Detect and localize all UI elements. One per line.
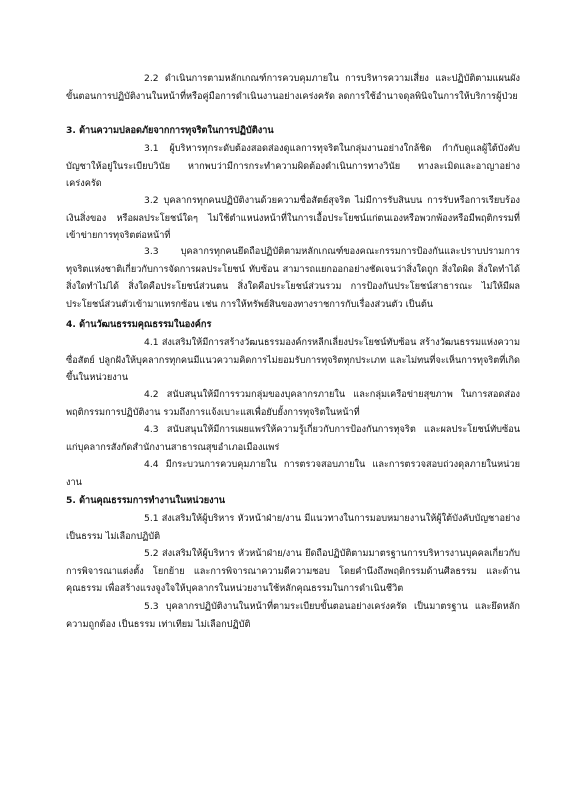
paragraph-text: 2.2 ดำเนินการตามหลักเกณฑ์การควบคุมภายใน การบริหารความเสี่ยง และปฏิบัติตามแผนผังขั้นตอนการปฏิบัติงานในหน้าที่หรือคู่มือการดำเนินงานอย่างเคร่งครัด ลดการใช้อำนาจดุลพินิจในการให้บริการผู้ป่วย bbox=[66, 73, 520, 102]
heading-section-3: 3. ด้านความปลอดภัยจากการทุจริตในการปฏิบัติงาน bbox=[66, 125, 274, 136]
paragraph-5-1 bbox=[66, 510, 520, 545]
paragraph-text: 3.2 บุคลากรทุกคนปฏิบัติงานด้วยความซื่อสัตย์สุจริต ไม่มีการรับสินบน การรับหรือการเรียบร้องเงินสิ่งของ หรือผลประโยชน์ใดๆ ไม่ใช้ตำแหน่งหน้าที่ในการเอื้อประโยชน์แก่ตนเองหรือพวกพ้องหรือมีพฤติกรรมที่เข้าข่ายการทุจริตต่อหน้าที่ bbox=[66, 195, 520, 242]
heading-section-5: 5. ด้านคุณธรรมการทำงานในหน่วยงาน bbox=[66, 495, 226, 506]
paragraph-text: 3.3 บุคลากรทุกคนยึดถือปฏิบัติตามหลักเกณฑ์ของคณะกรรมการป้องกันและปราบปรามการทุจริตแห่งชาติเกี่ยวกับการจัดการผลประโยชน์ ทับซ้อน สามารถแยกออกอย่างชัดเจนว่าสิ่งใดถูก สิ่งใดผิด สิ่งใดทำได้ สิ่งใดทำไม่ได้ สิ่งใดคือประโยชน์ส่วนตน สิ่งใดคือประโยชน์ส่วนรวม การป้องกันประโยชน์สาธารณะ ไม่ให้มีผลประโยชน์ส่วนตัวเข้ามาแทรกซ้อน เช่น การให้ทรัพย์สินของทางราชการกับเรื่องส่วนตัว เป็นต้น bbox=[66, 246, 520, 310]
paragraph-text: 5.3 บุคลากรปฏิบัติงานในหน้าที่ตามระเบียบขั้นตอนอย่างเคร่งครัด เป็นมาตรฐาน และยึดหลักความถูกต้อง เป็นธรรม เท่าเทียม ไม่เลือกปฏิบัติ bbox=[66, 601, 520, 630]
paragraph-text: 4.2 สนับสนุนให้มีการรวมกลุ่มของบุคลากรภายใน และกลุ่มเครือข่ายสุขภาพ ในการสอดส่องพฤติกรรมการปฏิบัติงาน รวมถึงการแจ้งเบาะแสเพื่อยับยั้งการทุจริตในหน้าที่ bbox=[66, 389, 520, 418]
paragraph-4-1 bbox=[66, 334, 520, 387]
paragraph-4-2 bbox=[66, 386, 520, 421]
paragraph-2-2 bbox=[66, 70, 520, 105]
paragraph-3-2 bbox=[66, 192, 520, 245]
paragraph-5-2 bbox=[66, 545, 520, 598]
paragraph-4-3 bbox=[66, 421, 520, 456]
paragraph-text: 4.1 ส่งเสริมให้มีการสร้างวัฒนธรรมองค์กรหลีกเลี่ยงประโยชน์ทับซ้อน สร้างวัฒนธรรมแห่งความซื่อสัตย์ ปลูกฝังให้บุคลากรทุกคนมีแนวความคิดการไม่ยอมรับการทุจริตทุกประเภท และไม่ทนที่จะเห็นการทุจริตที่เกิดขึ้นในหน่วยงาน bbox=[66, 337, 520, 384]
paragraph-5-3 bbox=[66, 598, 520, 633]
paragraph-text: 5.2 ส่งเสริมให้ผู้บริหาร หัวหน้าฝ่าย/งาน ยึดถือปฏิบัติตามมาตรฐานการบริหารงานบุคคลเกี่ยวกับการพิจารณาแต่งตั้ง โยกย้าย และการพิจารณาความดีความชอบ โดยคำนึงถึงพฤติกรรมด้านศีลธรรม และด้านคุณธรรม เพื่อสร้างแรงจูงใจให้บุคลากรในหน่วยงานใช้หลักคุณธรรมในการดำเนินชีวิต bbox=[66, 548, 520, 595]
paragraph-3-3 bbox=[66, 243, 520, 313]
paragraph-text: 4.3 สนับสนุนให้มีการเผยแพร่ให้ความรู้เกี่ยวกับการป้องกันการทุจริต และผลประโยชน์ทับซ้อนแก่บุคลากรสังกัดสำนักงานสาธารณสุขอำเภอเมืองแพร่ bbox=[66, 424, 520, 453]
paragraph-3-1 bbox=[66, 140, 520, 193]
paragraph-text: 4.4 มีกระบวนการควบคุมภายใน การตรวจสอบภายใน และการตรวจสอบถ่วงดุลภายในหน่วยงาน bbox=[66, 459, 520, 488]
paragraph-4-4 bbox=[66, 456, 520, 491]
heading-section-4: 4. ด้านวัฒนธรรมคุณธรรมในองค์กร bbox=[66, 319, 212, 330]
paragraph-text: 5.1 ส่งเสริมให้ผู้บริหาร หัวหน้าฝ่าย/งาน มีแนวทางในการมอบหมายงานให้ผู้ใต้บังคับบัญชาอย่างเป็นธรรม ไม่เลือกปฏิบัติ bbox=[66, 513, 520, 542]
paragraph-text: 3.1 ผู้บริหารทุกระดับต้องสอดส่องดูแลการทุจริตในกลุ่มงานอย่างใกล้ชิด กำกับดูแลผู้ใต้บังคับบัญชาให้อยู่ในระเบียบวินัย หากพบว่ามีการกระทำความผิดต้องดำเนินการทางวินัย ทางละเมิดและอาญาอย่างเคร่งครัด bbox=[66, 143, 520, 190]
